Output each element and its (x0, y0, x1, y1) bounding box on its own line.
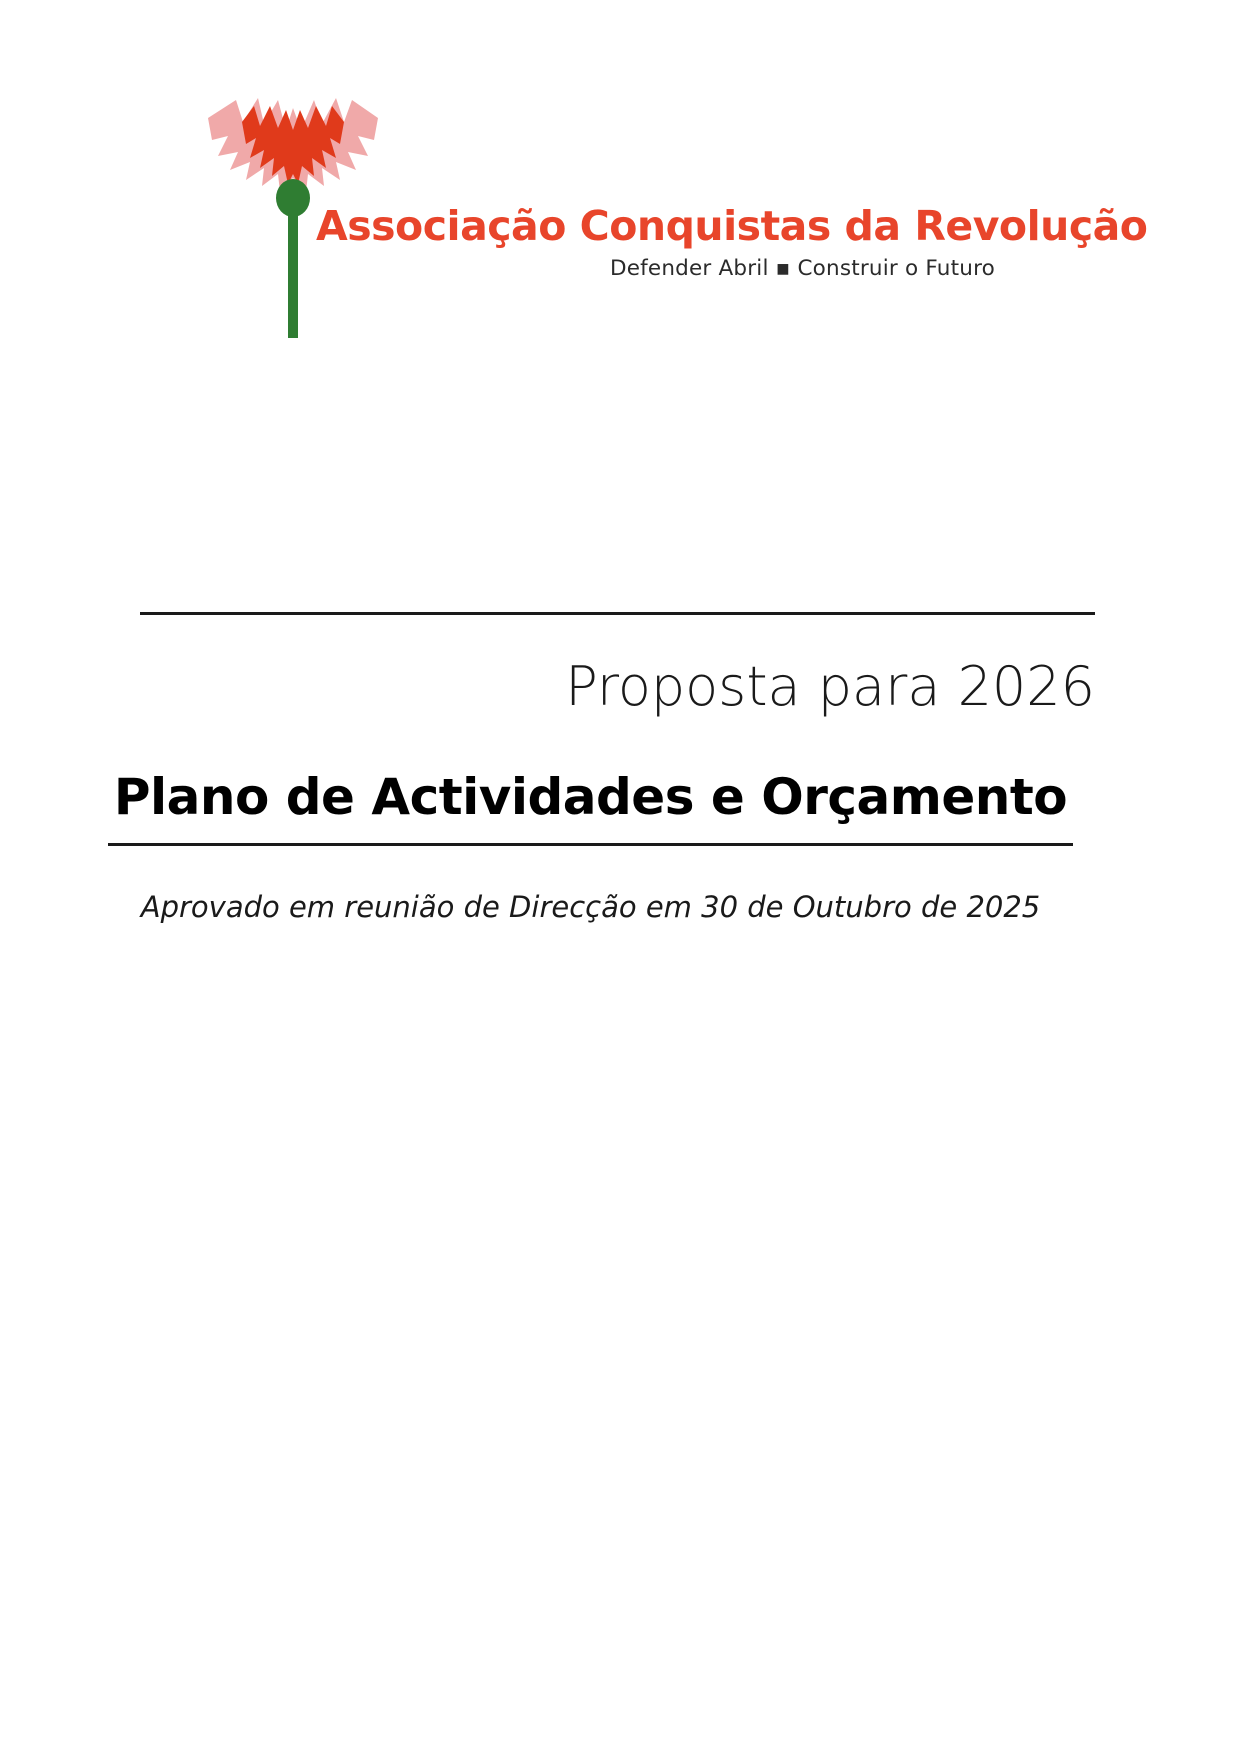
organization-logo (198, 70, 1148, 330)
title-bottom-divider (108, 843, 1073, 846)
organization-tagline: Defender Abril ▪ Construir o Futuro (609, 256, 995, 282)
approval-note: Aprovado em reunião de Direcção em 30 de Outubro de 2025 (140, 890, 1041, 924)
organization-wordmark (316, 202, 1148, 282)
document-subtitle: Proposta para 2026 (565, 655, 1095, 718)
page-title: Plano de Actividades e Orçamento (113, 768, 1068, 826)
title-top-divider (140, 612, 1095, 615)
organization-name: Associação Conquistas da Revolução (316, 202, 1148, 250)
